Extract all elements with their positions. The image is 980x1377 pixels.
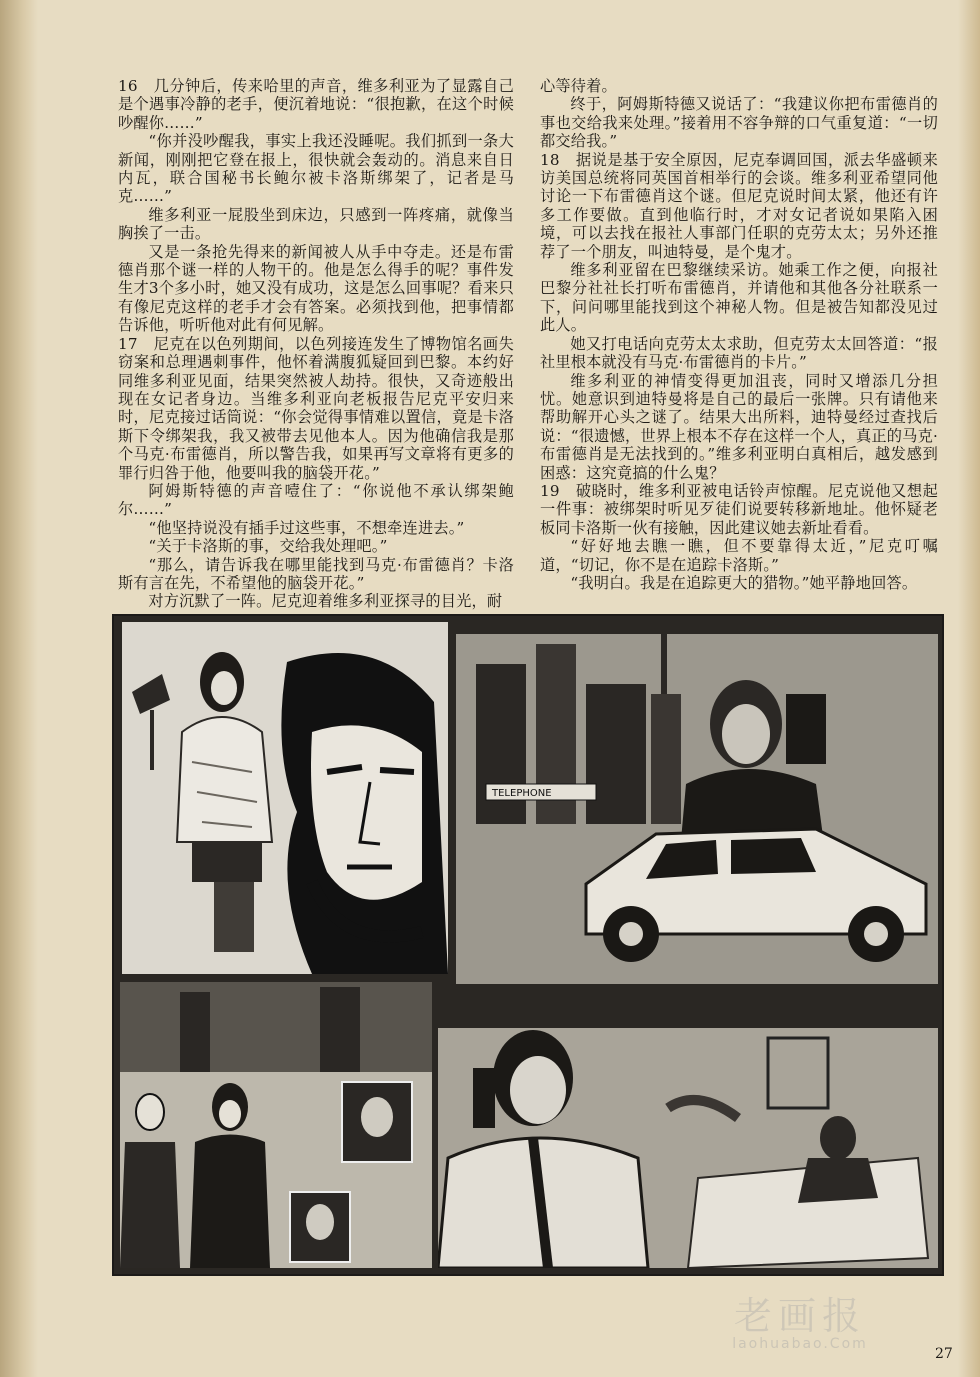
paragraph: 她又打电话向克劳太太求助，但克劳太太回答道：“报社里根本就没有马克·布雷德肖的卡片。” (540, 334, 938, 372)
article-right-column (540, 77, 938, 592)
panel-city-car-art (456, 634, 938, 984)
phone-icon (786, 694, 826, 764)
paragraph-19: 19 破晓时，维多利亚被电话铃声惊醒。尼克说他又想起一件事：被绑架时听见歹徒们说要转移新地址。他怀疑老板同卡洛斯一伙有接触，因此建议她去新址看看。 (540, 481, 938, 537)
panel-man-phone-desk-art (438, 1028, 938, 1268)
paragraph: 又是一条抢先得来的新闻被人从手中夺走。还是布雷德肖那个谜一样的人物干的。他是怎么得手的呢？事件发生才3个多小时，她又没有成功，这是怎么回事呢？看来只有像尼克这样的老手才会有答案。必须找到他，把事情都告诉他，听听他对此有何见解。 (118, 242, 514, 335)
paragraph-16: 16 几分钟后，传来哈里的声音，维多利亚为了显露自己是个遇事冷静的老手，便沉着地说：“很抱歉，在这个时候吵醒你……” (118, 77, 514, 132)
watermark-chinese: 老画报 (733, 1294, 866, 1338)
paragraph: “好好地去瞧一瞧，但不要靠得太近，”尼克叮嘱道，“切记，你不是在追踪卡洛斯。” (540, 537, 938, 574)
paragraph: “我明白。我是在追踪更大的猎物。”她平静地回答。 (570, 573, 918, 592)
watermark-url: laohuabao.Com (732, 1336, 868, 1352)
paragraph: 阿姆斯特德的声音噎住了：“你说他不承认绑架鲍尔……” (118, 481, 514, 519)
paragraph: 维多利亚留在巴黎继续采访。她乘工作之便，向报社巴黎分社社长打听布雷德肖，并请他和其他各分社联系一下，问问哪里能找到这个神秘人物。但是被告知都没见过此人。 (540, 261, 938, 335)
panel-city-car (456, 634, 938, 984)
article-left-column (118, 77, 514, 611)
paragraph-18: 18 据说是基于安全原因，尼克奉调回国，派去华盛顿来访美国总统将同英国首相举行的会谈。维多利亚希望同他讨论一下布雷德肖这个谜。但尼克说时间太紧，他还有许多工作要做。直到他临行时，才对女记者说如果陷入困境，可以去找在报社人事部门任职的克劳太太；另外还推荐了一个朋友，叫迪特曼，是个鬼才。 (540, 150, 938, 261)
panel-street-collage-art (120, 982, 432, 1268)
panel-woman-phone (122, 622, 448, 974)
paragraph: 对方沉默了一阵。尼克迎着维多利亚探寻的目光，耐 (148, 592, 503, 611)
paragraph-continued: 心等待着。 (540, 77, 617, 95)
paragraph: “他坚持说没有插手过这些事，不想牵连进去。” (148, 518, 465, 537)
paragraph-17: 17 尼克在以色列期间，以色列接连发生了博物馆名画失窃案和总理遇刺事件，他怀着满腹狐疑回到巴黎。本约好同维多利亚见面，结果突然被人劫持。很快，又奇迹般出现在女记者身边。当维多利亚向老板报告尼克平安归来时，尼克接过话筒说：“你会觉得事情难以置信，竟是卡洛斯下令绑架我，我又被带去见他本人。因为他确信我是那个马克·布雷德肖，所以警告我，如果再写文章将有更多的罪行归咎于他，他要叫我的脑袋开花。” (118, 334, 514, 482)
paragraph: 维多利亚的神情变得更加沮丧，同时又增添几分担忧。她意识到迪特曼将是自己的最后一张牌。只有请他来帮助解开心头之谜了。结果大出所料，迪特曼经过查找后说：“很遗憾，世界上根本不存在这样一个人，真正的马克·布雷德肖是无法找到的。”维多利亚明白真相后，越发感到困惑：这究竟搞的什么鬼？ (540, 371, 938, 482)
panel-man-phone-desk (438, 1028, 938, 1268)
booth-sign-label: TELEPHONE (492, 788, 552, 799)
page-binding-edge (0, 0, 38, 1377)
page-number: 27 (935, 1346, 953, 1362)
paragraph: “那么，请告诉我在哪里能找到马克·布雷德肖？卡洛斯有言在先，不希望他的脑袋开花。” (118, 555, 514, 592)
panel-woman-phone-art (122, 622, 448, 974)
paragraph: 终于，阿姆斯特德又说话了：“我建议你把布雷德肖的事也交给我来处理。”接着用不容争辩的口气重复道：“一切都交给我。” (540, 95, 938, 151)
watermark (700, 1296, 900, 1352)
page-right-edge (958, 0, 980, 1377)
phone-icon (473, 1068, 495, 1128)
paragraph: 维多利亚一屁股坐到床边，只感到一阵疼痛，就像当胸挨了一击。 (118, 205, 514, 243)
comic-illustration (112, 614, 944, 1276)
paragraph: “关于卡洛斯的事，交给我处理吧。” (148, 537, 388, 556)
panel-street-collage (120, 982, 432, 1268)
paragraph: “你并没吵醒我，事实上我还没睡呢。我们抓到一条大新闻，刚刚把它登在报上，很快就会轰动的。消息来自日内瓦，联合国秘书长鲍尔被卡洛斯绑架了，记者是马克……” (118, 132, 514, 206)
